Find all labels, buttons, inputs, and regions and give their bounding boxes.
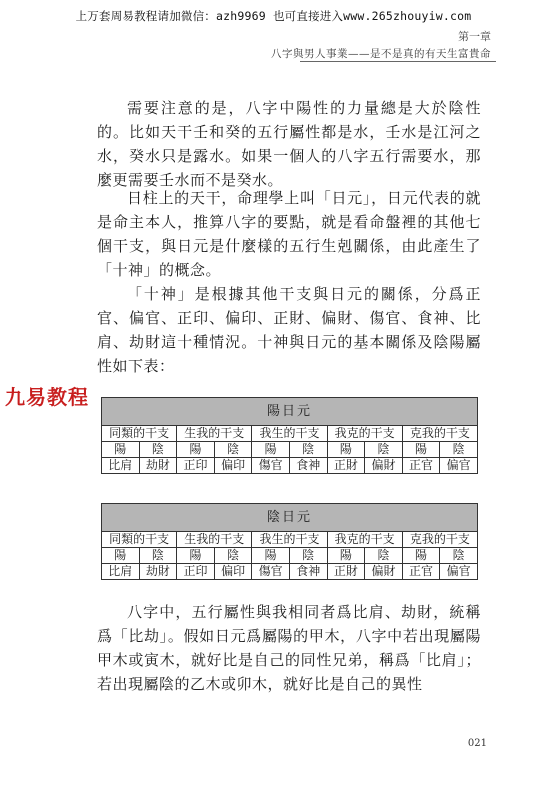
polarity-cell: 陽 [327,548,365,564]
group-cell: 我生的干支 [252,532,327,548]
god-cell: 比肩 [102,564,140,580]
god-cell: 正印 [177,458,215,474]
god-cell: 正官 [402,458,440,474]
group-cell: 我克的干支 [327,426,402,442]
god-cell: 正財 [327,458,365,474]
page-number: 021 [467,738,487,749]
god-cell: 傷官 [252,564,290,580]
god-cell: 偏官 [440,458,478,474]
god-cell: 正官 [402,564,440,580]
god-cell: 偏官 [440,564,478,580]
polarity-cell: 陽 [177,548,215,564]
polarity-cell: 陰 [289,442,327,458]
yin-day-master-table [101,503,478,580]
god-cell: 劫財 [139,564,177,580]
god-cell: 正印 [177,564,215,580]
promo-banner: 上万套周易教程请加微信：azh9969 也可直接进入www.265zhouyiw.com [75,9,472,23]
table-title: 陰日元 [102,504,478,532]
god-cell: 偏財 [365,458,403,474]
polarity-cell: 陰 [440,442,478,458]
running-head: 八字與男人事業——是不是真的有天生富貴命 [271,48,491,60]
polarity-cell: 陰 [214,442,252,458]
group-cell: 我克的干支 [327,532,402,548]
chapter-mark: 第一章 [458,30,491,43]
god-cell: 正財 [327,564,365,580]
polarity-cell: 陰 [139,442,177,458]
polarity-cell: 陽 [102,442,140,458]
polarity-cell: 陽 [102,548,140,564]
polarity-cell: 陰 [365,442,403,458]
polarity-cell: 陽 [252,442,290,458]
table-title: 陽日元 [102,398,478,426]
paragraph-2: 日柱上的天干，命理學上叫「日元」，日元代表的就是命主本人，推算八字的要點，就是看命盤裡的其他七個干支，與日元是什麼樣的五行生剋關係，由此產生了「十神」的概念。 [97,189,481,279]
paragraph-1: 需要注意的是，八字中陽性的力量總是大於陰性的。比如天干壬和癸的五行屬性都是水，壬水是江河之水，癸水只是露水。如果一個人的八字五行需要水，那麼更需要壬水而不是癸水。 [97,99,481,189]
group-cell: 克我的干支 [402,532,477,548]
yang-day-master-table [101,397,478,474]
group-cell: 生我的干支 [177,426,252,442]
header-rule [300,61,496,62]
god-cell: 傷官 [252,458,290,474]
group-cell: 同類的干支 [102,426,177,442]
god-cell: 比肩 [102,458,140,474]
god-cell: 食神 [289,458,327,474]
god-cell: 劫財 [139,458,177,474]
paragraph-3: 「十神」是根據其他干支與日元的關係，分爲正官、偏官、正印、偏印、正財、偏財、傷官、食神、比肩、劫財這十種情況。十神與日元的基本關係及陰陽屬性如下表： [97,285,481,375]
group-cell: 同類的干支 [102,532,177,548]
polarity-cell: 陰 [440,548,478,564]
god-cell: 偏印 [214,458,252,474]
polarity-cell: 陰 [139,548,177,564]
polarity-cell: 陽 [327,442,365,458]
polarity-cell: 陰 [214,548,252,564]
polarity-cell: 陽 [402,442,440,458]
polarity-cell: 陰 [365,548,403,564]
group-cell: 克我的干支 [402,426,477,442]
watermark-logo: 九易教程 [5,385,89,409]
polarity-cell: 陽 [177,442,215,458]
polarity-cell: 陽 [252,548,290,564]
god-cell: 偏印 [214,564,252,580]
god-cell: 食神 [289,564,327,580]
paragraph-4: 八字中，五行屬性與我相同者爲比肩、劫財，統稱爲「比劫」。假如日元爲屬陽的甲木，八字中若出現屬陽甲木或寅木，就好比是自己的同性兄弟，稱爲「比肩」；若出現屬陰的乙木或卯木，就好比是自己的異性 [97,603,481,693]
group-cell: 生我的干支 [177,532,252,548]
god-cell: 偏財 [365,564,403,580]
group-cell: 我生的干支 [252,426,327,442]
polarity-cell: 陰 [289,548,327,564]
polarity-cell: 陽 [402,548,440,564]
